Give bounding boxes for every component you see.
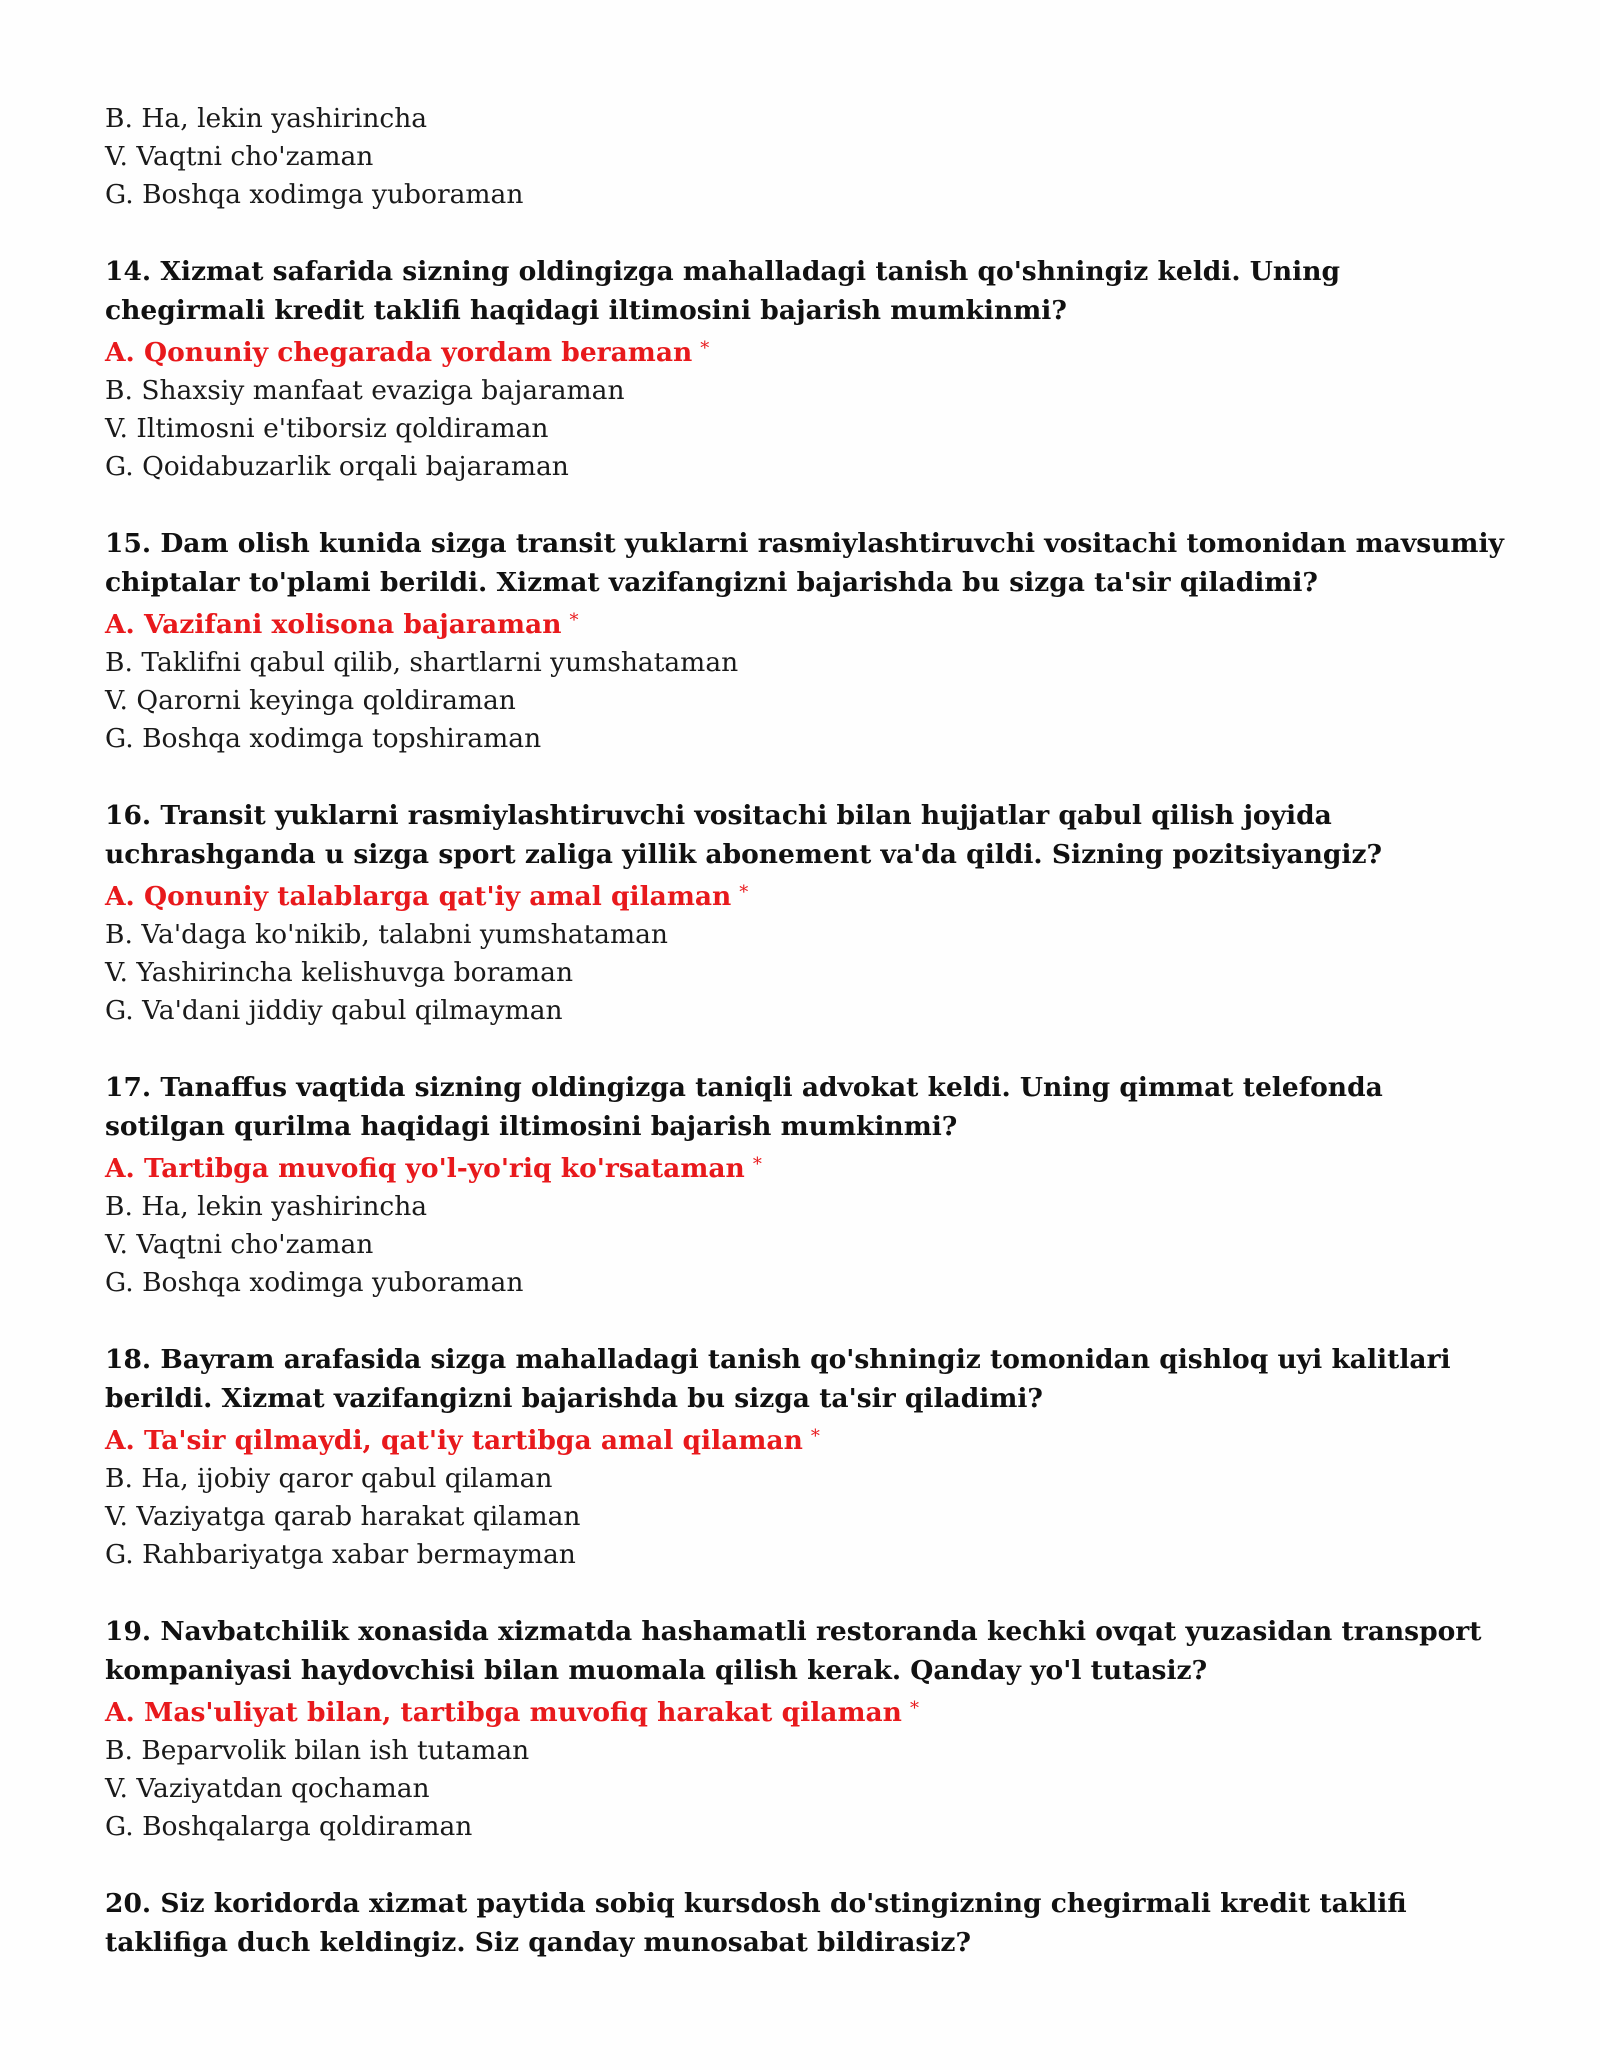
- correct-marker: *: [700, 338, 710, 359]
- question-text: 17. Tanaffus vaqtida sizning oldingizga taniqli advokat keldi. Uning qimmat telefonda sotilgan qurilma haqidagi iltimosini bajarish mumkinmi?: [105, 1072, 1383, 1142]
- correct-answer-text: A. Tartibga muvofiq yo'l-yo'riq ko'rsataman: [105, 1153, 745, 1184]
- option-b: B. Ha, lekin yashirincha: [105, 1191, 428, 1222]
- question-text: 18. Bayram arafasida sizga mahalladagi tanish qo'shningiz tomonidan qishloq uyi kalitlari berildi. Xizmat vazifangizni bajarishda bu sizga ta'sir qiladimi?: [105, 1344, 1451, 1414]
- question-text: 20. Siz koridorda xizmat paytida sobiq kursdosh do'stingizning chegirmali kredit taklifi taklifiga duch keldingiz. Siz qanday munosabat bildirasiz?: [105, 1888, 1407, 1958]
- option-g: G. Rahbariyatga xabar bermayman: [105, 1539, 576, 1570]
- question-19: [105, 1613, 1505, 1846]
- question-18: [105, 1341, 1505, 1574]
- correct-answer-text: A. Vazifani xolisona bajaraman: [105, 609, 562, 640]
- option-g: G. Boshqa xodimga yuboraman: [105, 1267, 524, 1298]
- option-b: B. Shaxsiy manfaat evaziga bajaraman: [105, 375, 625, 406]
- option-g: G. Qoidabuzarlik orqali bajaraman: [105, 451, 569, 482]
- top-options: [105, 100, 1505, 214]
- correct-marker: *: [909, 1698, 919, 1719]
- option-b: B. Ha, ijobiy qaror qabul qilaman: [105, 1463, 553, 1494]
- question-text: 14. Xizmat safarida sizning oldingizga mahalladagi tanish qo'shningiz keldi. Uning chegirmali kredit taklifi haqidagi iltimosini bajarish mumkinmi?: [105, 256, 1341, 326]
- option-v: V. Vaziyatdan qochaman: [105, 1773, 430, 1804]
- option-b: B. Ha, lekin yashirincha: [105, 103, 428, 134]
- option-v: V. Iltimosni e'tiborsiz qoldiraman: [105, 413, 549, 444]
- correct-answer: [105, 1690, 1505, 1732]
- correct-marker: *: [752, 1154, 762, 1175]
- question-16: [105, 797, 1505, 1030]
- option-v: V. Vaqtni cho'zaman: [105, 1229, 374, 1260]
- option-b: B. Va'daga ko'nikib, talabni yumshataman: [105, 919, 668, 950]
- option-b: B. Taklifni qabul qilib, shartlarni yumshataman: [105, 647, 739, 678]
- correct-answer-text: A. Mas'uliyat bilan, tartibga muvofiq harakat qilaman: [105, 1697, 902, 1728]
- correct-answer: [105, 1418, 1505, 1460]
- correct-marker: *: [810, 1426, 820, 1447]
- correct-answer: [105, 1146, 1505, 1188]
- correct-answer: [105, 330, 1505, 372]
- correct-answer-text: A. Qonuniy chegarada yordam beraman: [105, 337, 693, 368]
- question-text: 15. Dam olish kunida sizga transit yuklarni rasmiylashtiruvchi vositachi tomonidan mavsumiy chiptalar to'plami berildi. Xizmat vazifangizni bajarishda bu sizga ta'sir qiladimi?: [105, 528, 1504, 598]
- option-v: V. Vaziyatga qarab harakat qilaman: [105, 1501, 581, 1532]
- option-v: V. Yashirincha kelishuvga boraman: [105, 957, 574, 988]
- correct-answer-text: A. Ta'sir qilmaydi, qat'iy tartibga amal qilaman: [105, 1425, 803, 1456]
- option-g: G. Va'dani jiddiy qabul qilmayman: [105, 995, 563, 1026]
- option-v: V. Vaqtni cho'zaman: [105, 141, 374, 172]
- correct-marker: *: [739, 882, 749, 903]
- question-14: [105, 253, 1505, 486]
- option-v: V. Qarorni keyinga qoldiraman: [105, 685, 516, 716]
- question-20: [105, 1885, 1505, 1962]
- correct-answer-text: A. Qonuniy talablarga qat'iy amal qilaman: [105, 881, 732, 912]
- correct-answer: [105, 874, 1505, 916]
- question-text: 19. Navbatchilik xonasida xizmatda hashamatli restoranda kechki ovqat yuzasidan transport kompaniyasi haydovchisi bilan muomala qilish kerak. Qanday yo'l tutasiz?: [105, 1616, 1482, 1686]
- correct-marker: *: [569, 610, 579, 631]
- option-g: G. Boshqa xodimga topshiraman: [105, 723, 542, 754]
- option-b: B. Beparvolik bilan ish tutaman: [105, 1735, 530, 1766]
- question-15: [105, 525, 1505, 758]
- question-17: [105, 1069, 1505, 1302]
- option-g: G. Boshqalarga qoldiraman: [105, 1811, 473, 1842]
- correct-answer: [105, 602, 1505, 644]
- question-text: 16. Transit yuklarni rasmiylashtiruvchi vositachi bilan hujjatlar qabul qilish joyida uchrashganda u sizga sport zaliga yillik abonement va'da qildi. Sizning pozitsiyangiz?: [105, 800, 1383, 870]
- document-page: [105, 100, 1505, 1962]
- option-g: G. Boshqa xodimga yuboraman: [105, 179, 524, 210]
